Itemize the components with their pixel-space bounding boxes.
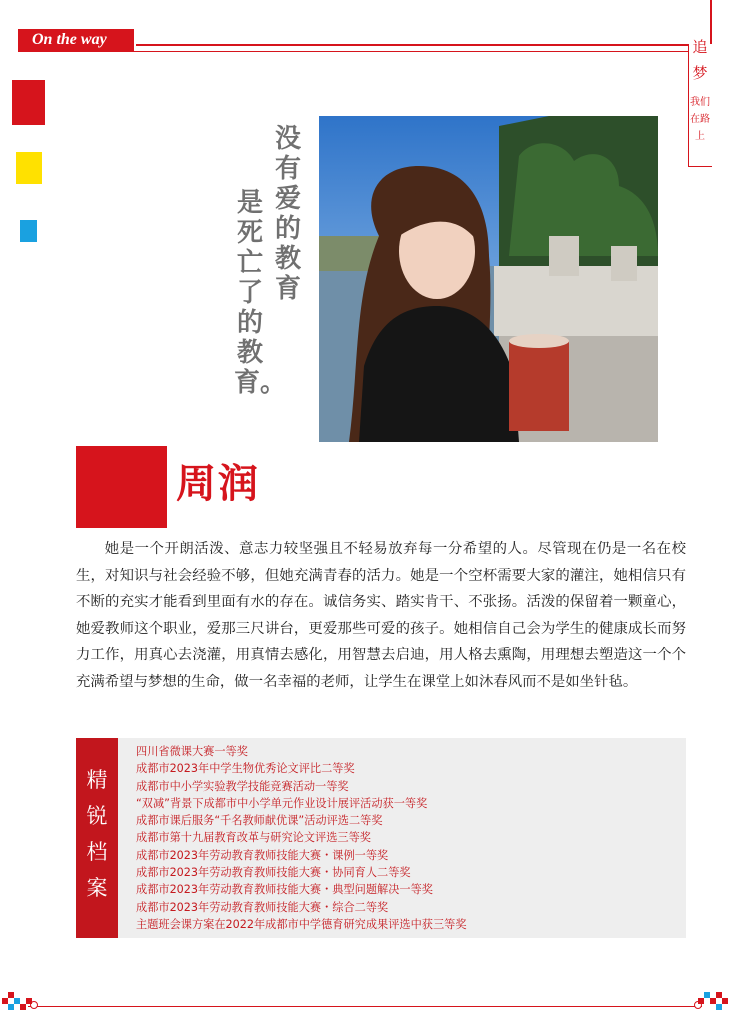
bio-text bbox=[76, 536, 686, 695]
blue-square-decor bbox=[20, 220, 37, 242]
checker-decor-right bbox=[698, 990, 728, 1012]
award-item: 成都市2023年劳动教育教师技能大赛・综合二等奖 bbox=[136, 900, 389, 914]
awards-heading-char: 档 bbox=[86, 840, 108, 864]
header-rule bbox=[136, 44, 688, 46]
award-item: 成都市2023年劳动教育教师技能大赛・协同育人二等奖 bbox=[136, 866, 411, 880]
award-item: 成都市2023年劳动教育教师技能大赛・典型问题解决一等奖 bbox=[136, 883, 433, 897]
header-vertical-rule bbox=[710, 0, 712, 44]
profile-name: 周润 bbox=[176, 461, 260, 507]
award-item: 成都市中小学实验教学技能竞赛活动一等奖 bbox=[136, 779, 349, 793]
quote-line-1: 没有爱的教育 bbox=[274, 124, 301, 304]
award-item: 成都市2023年中学生物优秀论文评比二等奖 bbox=[136, 762, 355, 776]
awards-heading-block bbox=[76, 738, 118, 938]
award-item: “双减”背景下成都市中小学单元作业设计展评活动获一等奖 bbox=[136, 796, 428, 810]
bio-paragraph: 她是一个开朗活泼、意志力较坚强且不轻易放弃每一分希望的人。尽管现在仍是一名在校生，对知识与社会经验不够，但她充满青春的活力。她是一个空杯需要大家的灌注，她相信只有不断的充实才能看到里面有水的存在。诚信务实、踏实肯干、不张扬。活泼的保留着一颗童心，她爱教师这个职业，爱那三尺讲台，更爱那些可爱的孩子。她相信自己会为学生的健康成长而努力工作，用真心去浇灌，用真情去感化，用智慧去启迪，用人格去熏陶，用理想去塑造这一个个充满希望与梦想的生命，做一名幸福的老师，让学生在课堂上如沐春风而不是如坐针毡。 bbox=[76, 541, 686, 690]
award-item: 主题班会课方案在2022年成都市中学德育研究成果评选中获三等奖 bbox=[136, 917, 467, 931]
header-rule-thin bbox=[18, 51, 688, 52]
checker-decor-left bbox=[2, 990, 32, 1012]
side-rule bbox=[688, 44, 689, 166]
red-square-decor bbox=[12, 80, 45, 125]
name-accent-block bbox=[76, 446, 167, 528]
award-item: 成都市第十九届教育改革与研究论文评选三等奖 bbox=[136, 831, 371, 845]
yellow-square-decor bbox=[16, 152, 42, 184]
footer-rule bbox=[28, 1006, 702, 1007]
awards-heading-char: 锐 bbox=[86, 804, 108, 828]
side-subtitle: 我们在路上 bbox=[690, 97, 710, 142]
header-tag: On the way bbox=[18, 29, 134, 51]
side-rule-end bbox=[688, 166, 712, 167]
award-item: 成都市课后服务“千名教师献优课”活动评选二等奖 bbox=[136, 814, 383, 828]
awards-list bbox=[136, 743, 467, 933]
quote-line-2: 是死亡了的教育。 bbox=[234, 188, 287, 398]
award-item: 成都市2023年劳动教育教师技能大赛・课例一等奖 bbox=[136, 848, 389, 862]
awards-heading-char: 案 bbox=[86, 876, 108, 900]
side-title: 追梦 bbox=[692, 38, 708, 82]
award-item: 四川省微课大赛一等奖 bbox=[136, 745, 248, 758]
awards-heading-char: 精 bbox=[86, 768, 108, 792]
portrait-photo bbox=[319, 116, 658, 442]
